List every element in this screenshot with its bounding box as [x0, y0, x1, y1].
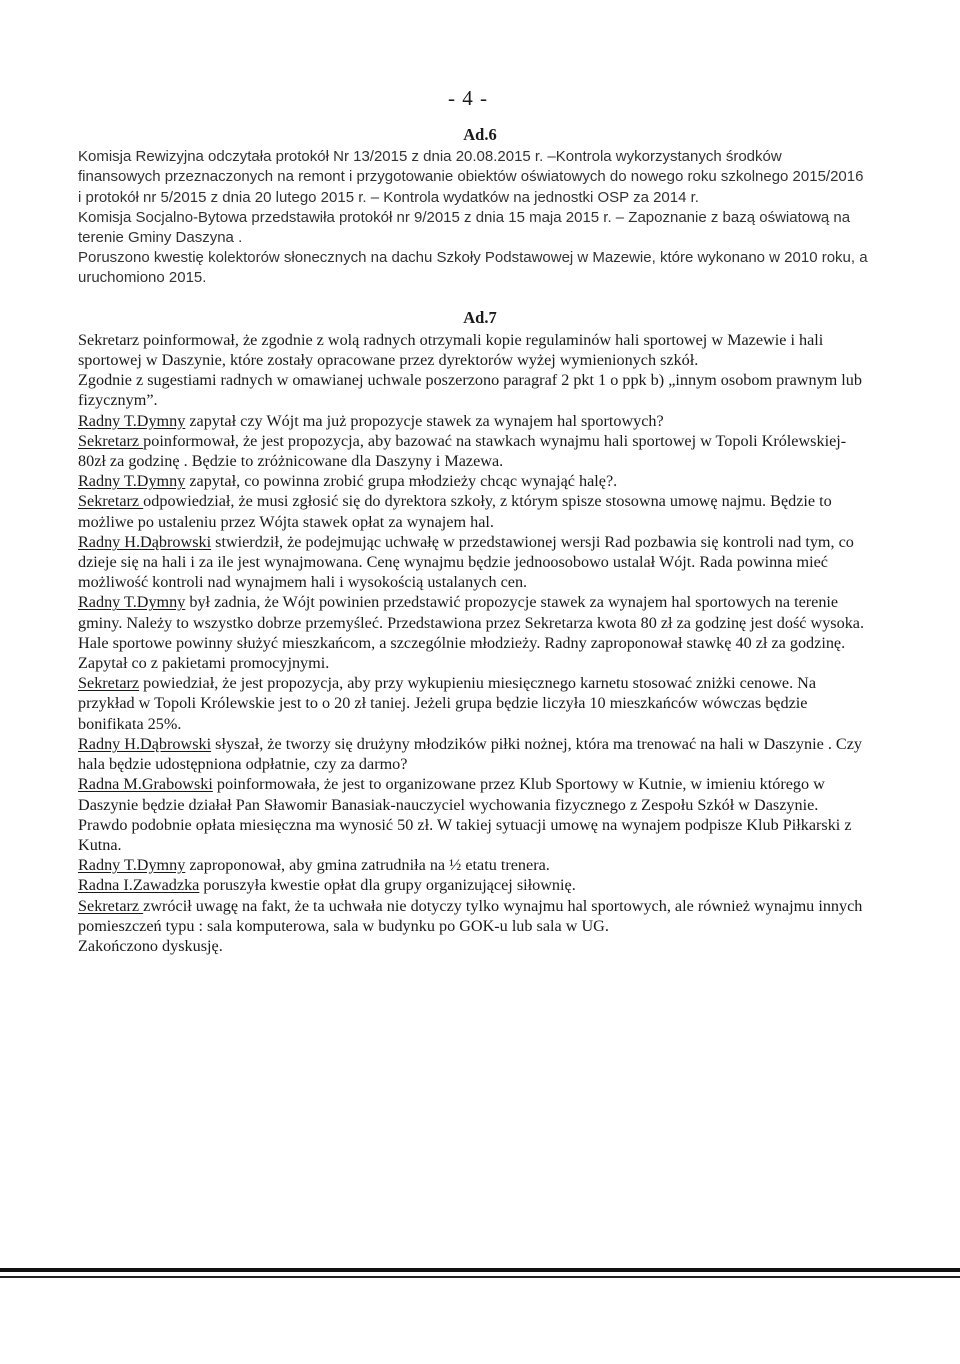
discussion-entry — [78, 471, 868, 491]
paragraph-social-committee: Komisja Socjalno-Bytowa przedstawiła protokół nr 9/2015 z dnia 15 maja 2015 r. – Zapoznanie z bazą oświatową na terenie Gminy Daszyna . — [78, 208, 851, 247]
section-heading-ad6: Ad.6 — [463, 125, 497, 144]
speaker-name: Radna I.Zawadzka — [78, 876, 200, 895]
speech-text: odpowiedział, że musi zgłosić się do dyrektora szkoły, z którym spisze stosowna umowę najmu. Będzie to możliwe po ustaleniu przez Wójta stawek opłat za wynajem hal. — [78, 492, 832, 531]
discussion-entry — [78, 592, 868, 673]
discussion-entry — [78, 774, 868, 855]
speech-text: słyszał, że tworzy się drużyny młodzików piłki nożnej, która ma trenować na hali w Daszynie . Czy hala będzie udostępniona odpłatnie, czy za darmo? — [78, 734, 863, 774]
speech-text: powiedział, że jest propozycja, aby przy wykupieniu miesięcznego karnetu stosować zniżki cenowe. Na przykład w Topoli Królewskie jest to o 20 zł taniej. Jeżeli grupa będzie liczyła 10 mieszkańców wówczas będzie bonifikata 25%. — [78, 674, 817, 733]
speaker-name: Sekretarz — [78, 492, 144, 511]
speech-text: stwierdził, że podejmując uchwałę w przedstawionej wersji Rad pozbawia się kontroli nad tym, co dzieje się na hali i za ile jest wynajmowana. Cenę wynajmu będzie jednoosobowo ustalał Wójt. Rada powinna mieć możliwość kontroli nad wynajmem hali i wysokością ustalanych cen. — [78, 532, 854, 592]
speaker-name: Radna M.Grabowski — [78, 775, 213, 794]
speaker-name: Radny T.Dymny — [78, 411, 186, 430]
speech-text: zapytał czy Wójt ma już propozycje stawek za wynajem hal sportowych? — [185, 411, 664, 430]
section-ad7 — [78, 308, 868, 957]
speaker-name: Radny T.Dymny — [78, 472, 186, 491]
document-body — [78, 125, 868, 956]
section-heading-ad7: Ad.7 — [463, 307, 497, 327]
speaker-name: Radny H.Dąbrowski — [78, 532, 212, 551]
discussion-entry — [78, 673, 868, 734]
section-ad6 — [78, 125, 868, 289]
discussion-entry — [78, 875, 868, 895]
speaker-name: Sekretarz — [78, 431, 144, 450]
speech-text: poinformowała, że jest to organizowane przez Klub Sportowy w Kutnie, w imieniu którego w Daszynie będzie działał Pan Sławomir Banasiak-nauczyciel wychowania fizycznego z Zespołu Szkół w Daszynie. Prawdo podobnie opłata miesięczna ma wynosić 50 zł. W takiej sytuacji umowę na wynajem podpisze Klub Piłkarski z Kutna. — [78, 775, 852, 854]
discussion-entry — [78, 532, 868, 593]
page-number: - 4 - — [448, 86, 488, 110]
speech-text: poruszyła kwestie opłat dla grupy organizującej siłownię. — [199, 876, 576, 895]
discussion-entry — [78, 734, 868, 774]
speech-text: zaproponował, aby gmina zatrudniła na ½ etatu trenera. — [185, 856, 550, 875]
speech-text: poinformował, że jest propozycja, aby bazować na stawkach wynajmu hali sportowej w Topoli Królewskiej-80zł za godzinę . Będzie to zróżnicowane dla Daszyny i Mazewa. — [78, 431, 847, 471]
footer-divider-thick — [0, 1268, 960, 1272]
footer-divider-thin — [0, 1276, 960, 1278]
paragraph-solar-collectors: Poruszono kwestię kolektorów słonecznych na dachu Szkoły Podstawowej w Mazewie, które wykonano w 2010 roku, a uruchomiono 2015. — [78, 249, 868, 287]
speech-text: zwrócił uwagę na fakt, że ta uchwała nie dotyczy tylko wynajmu hal sportowych, ale również wynajmu innych pomieszczeń typu : sala komputerowa, sala w budynku po GOK-u lub sala w UG. — [78, 896, 863, 935]
speaker-name: Radny H.Dąbrowski — [78, 734, 212, 753]
paragraph-regulation-change: Zgodnie z sugestiami radnych w omawianej uchwale poszerzono paragraf 2 pkt 1 o ppk b) „innym osobom prawnym lub fizycznym”. — [78, 371, 862, 410]
speaker-name: Sekretarz — [78, 896, 144, 915]
paragraph-secretary-info: Sekretarz poinformował, że zgodnie z wolą radnych otrzymali kopie regulaminów hali sportowej w Mazewie i hali sportowej w Daszynie, które zostały opracowane przez dyrektorów wyżej wymienionych szkół. — [78, 330, 824, 370]
discussion-entry — [78, 411, 868, 431]
speaker-name: Radny T.Dymny — [78, 593, 186, 612]
discussion-entry — [78, 431, 868, 471]
speech-text: był zadnia, że Wójt powinien przedstawić propozycje stawek za wynajem hal sportowych na terenie gminy. Należy to wszystko dobrze przemyśleć. Przedstawiona przez Sekretarza kwota 80 zł za godzinę jest dość wysoka. Hale sportowe powinny służyć mieszkańcom, a szczególnie młodzieży. Radny zaproponował stawkę 40 zł za godzinę. Zapytał co z pakietami promocyjnymi. — [78, 593, 865, 673]
speaker-name: Sekretarz — [78, 674, 140, 693]
closing-statement: Zakończono dyskusję. — [78, 936, 223, 955]
paragraph-audit-committee: Komisja Rewizyjna odczytała protokół Nr 13/2015 z dnia 20.08.2015 r. –Kontrola wykorzystanych środków finansowych przeznaczonych na remont i przygotowanie obiektów oświatowych do nowego roku szkolnego 2015/2016 i protokół nr 5/2015 z dnia 20 lutego 2015 r. – Kontrola wydatków na jednostki OSP za 2014 r. — [78, 148, 864, 206]
discussion-entry — [78, 855, 868, 875]
speaker-name: Radny T.Dymny — [78, 856, 186, 875]
speech-text: zapytał, co powinna zrobić grupa młodzieży chcąc wynająć halę?. — [185, 472, 618, 491]
discussion-entry — [78, 491, 868, 531]
discussion-entry — [78, 896, 868, 936]
